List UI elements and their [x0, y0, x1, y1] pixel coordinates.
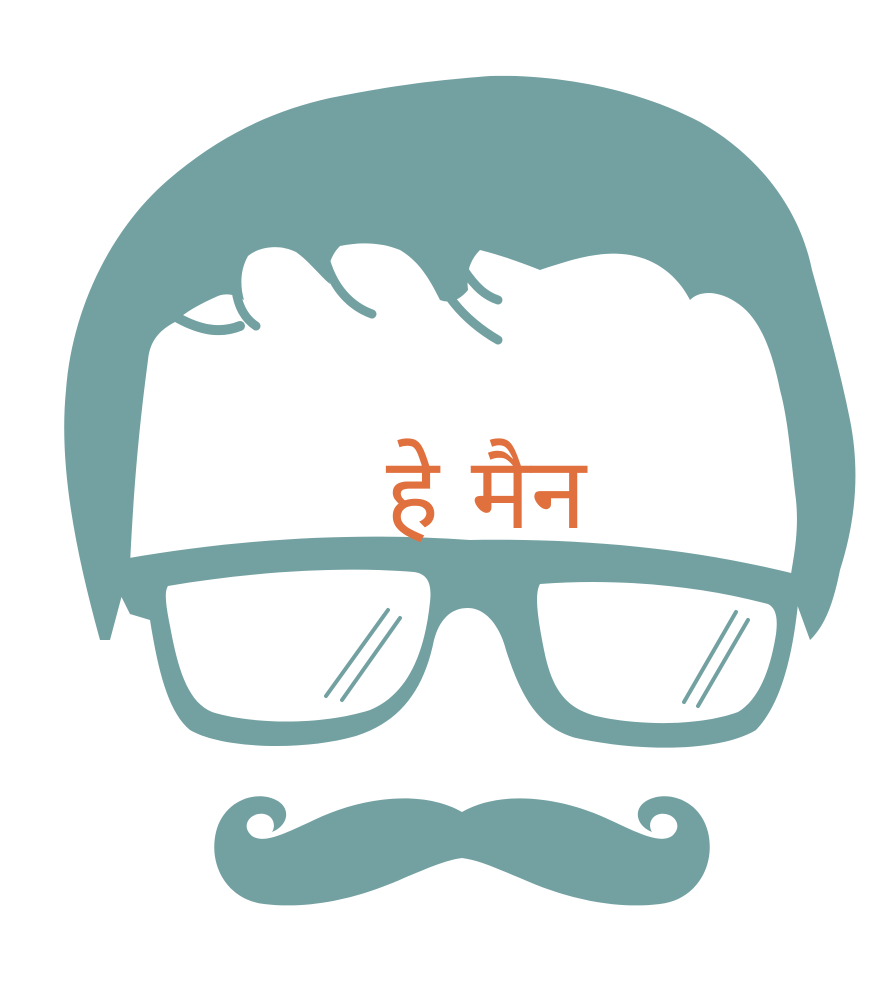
- mustache: [214, 796, 710, 905]
- hair-strand: [236, 290, 256, 326]
- hair-strand: [178, 318, 240, 330]
- hair-strand: [464, 270, 498, 300]
- hair-strand: [326, 262, 372, 314]
- logo-text: हे मैन: [385, 435, 587, 552]
- right-lens: [537, 582, 777, 723]
